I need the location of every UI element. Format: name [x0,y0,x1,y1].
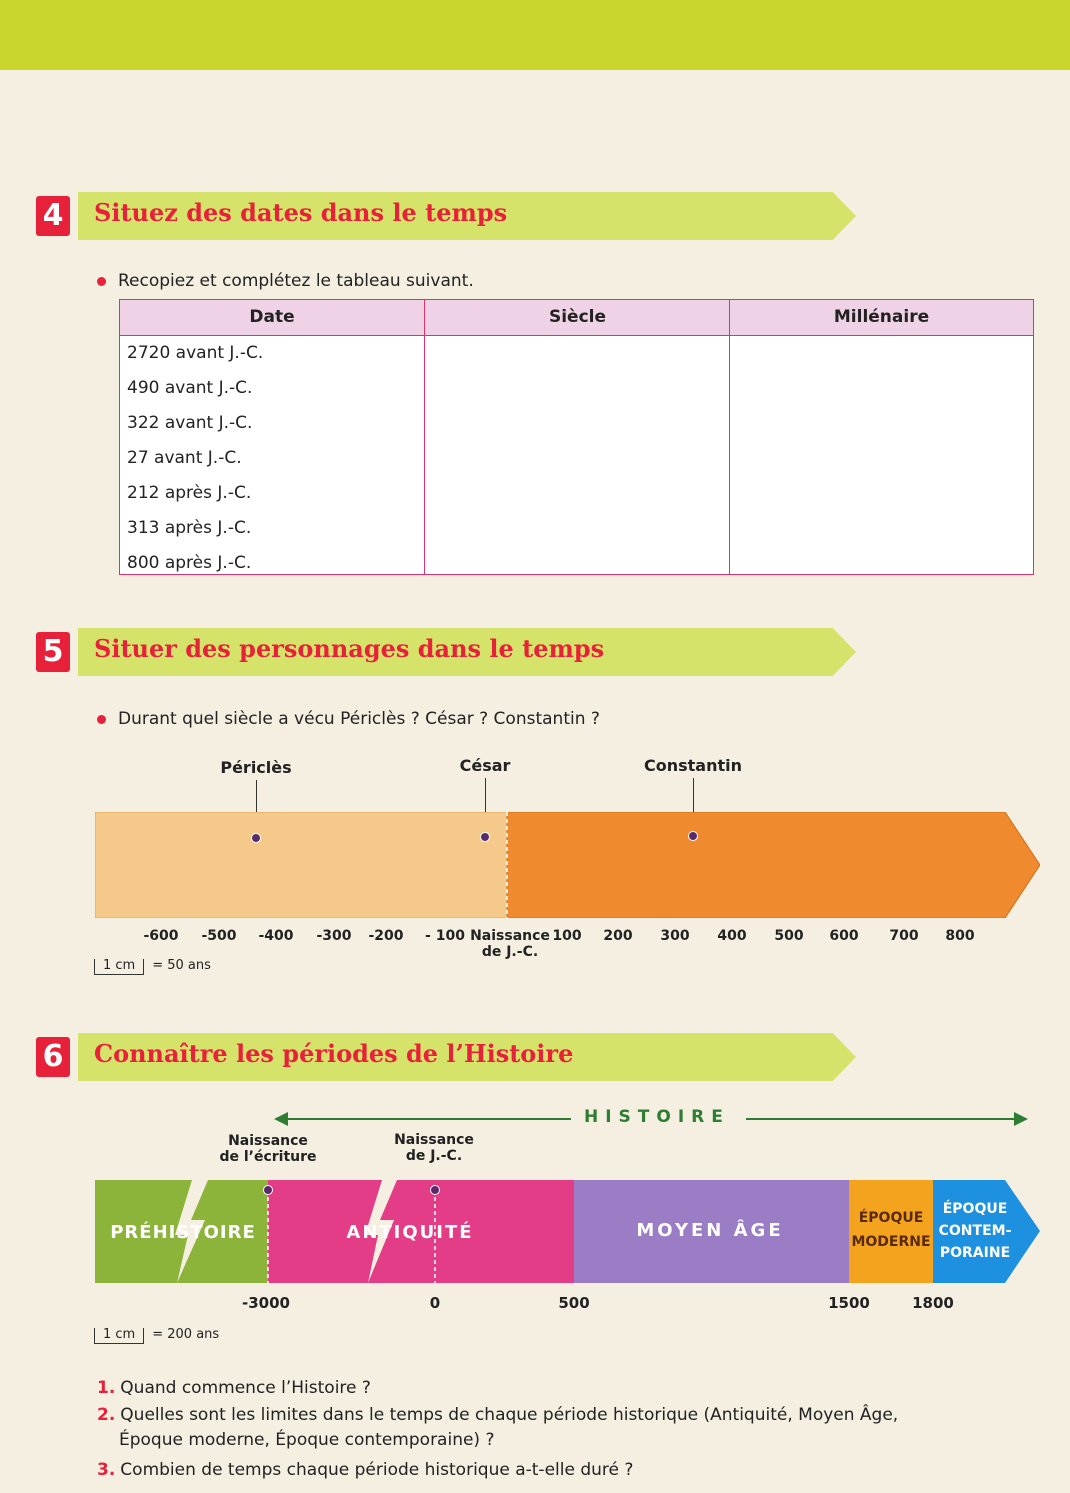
tick-label: -200 [368,928,404,944]
table-row: 313 après J.-C. [127,518,252,538]
table-row: 490 avant J.-C. [127,378,253,398]
bullet-icon [97,277,106,286]
person-label-constantin: Constantin [643,756,743,775]
scale-legend [94,958,211,975]
marker-dot [688,831,698,841]
tick-label: 200 [603,928,633,944]
marker-dot [431,1186,440,1195]
table-body [120,336,1033,574]
tick-label: 1500 [828,1294,870,1312]
question-2: 2. Quelles sont les limites dans le temps de chaque période historique (Antiquité, Moyen Âge, [97,1405,899,1425]
tick-label-birth: Naissance [470,928,550,944]
table-header [120,300,1033,336]
tick-label: -500 [201,928,237,944]
question-1: 1. Quand commence l’Histoire ? [97,1378,371,1398]
tick-label: 600 [829,928,859,944]
marker-dot [480,832,490,842]
scale-legend [94,1327,219,1344]
column-divider [424,300,425,574]
tick-label: -300 [316,928,352,944]
tick-label: 0 [429,1294,441,1312]
scale-value: = 50 ans [152,958,211,973]
top-color-bar [0,0,1070,70]
histoire-label: HISTOIRE [584,1107,730,1127]
table-row: 27 avant J.-C. [127,448,242,468]
section-title: Situez des dates dans le temps [94,198,508,227]
header-date: Date [249,307,295,327]
tick-label: -3000 [242,1294,290,1312]
scale-unit: 1 cm [94,959,144,975]
question-3: 3. Combien de temps chaque période historique a-t-elle duré ? [97,1460,634,1480]
section-number: 6 [36,1037,70,1077]
person-label-pericles: Périclès [220,758,292,777]
person-label-cesar: César [459,756,511,775]
tick-label: -600 [143,928,179,944]
marker-label-ecriture: Naissance de l’écriture [219,1133,317,1165]
tick-label: 800 [945,928,975,944]
tick-label: 400 [717,928,747,944]
marker-dot [264,1186,273,1195]
section-6-header [36,1033,861,1083]
tick-label: - 100 [425,928,465,944]
scale-value: = 200 ans [152,1327,220,1342]
label-antiquite: ANTIQUITÉ [346,1222,474,1243]
table-row: 212 après J.-C. [127,483,252,503]
section-5-header [36,628,861,678]
question-5: Durant quel siècle a vécu Périclès ? César ? Constantin ? [97,709,600,729]
label-contemporaine: ÉPOQUE CONTEM- PORAINE [938,1201,1012,1261]
tick-label: 1800 [912,1294,954,1312]
label-moderne: ÉPOQUE MODERNE [851,1210,931,1250]
table-row: 800 après J.-C. [127,553,252,573]
table-row: 2720 avant J.-C. [127,343,264,363]
section-number: 5 [36,632,70,672]
dates-table [119,299,1034,575]
scale-unit: 1 cm [94,1328,144,1344]
tick-label: 100 [552,928,582,944]
section-title: Situer des personnages dans le temps [94,634,605,663]
bce-segment [95,812,507,918]
question-2-cont: Époque moderne, Époque contemporaine) ? [119,1430,495,1450]
tick-label-birth-2: de J.-C. [481,944,539,960]
section-4-header [36,192,861,242]
label-moyen-age: MOYEN ÂGE [636,1220,784,1241]
table-row: 322 avant J.-C. [127,413,253,433]
arrow-right-icon [1014,1112,1028,1126]
marker-label-jc: Naissance de J.-C. [394,1132,474,1164]
section-title: Connaître les périodes de l’Histoire [94,1039,574,1068]
instruction-4: Recopiez et complétez le tableau suivant. [97,271,474,291]
header-siecle: Siècle [548,307,607,327]
tick-label: -400 [258,928,294,944]
histoire-line [746,1118,1016,1120]
tick-label: 700 [889,928,919,944]
column-divider [729,300,730,574]
ce-segment [507,812,1040,918]
header-millenaire: Millénaire [833,307,930,327]
tick-label: 500 [774,928,804,944]
tick-label: 300 [660,928,690,944]
label-prehistoire: PRÉHISTOIRE [110,1222,256,1243]
section-number: 4 [36,196,70,236]
histoire-line [285,1118,571,1120]
bullet-icon [97,715,106,724]
timeline-5 [95,812,1040,918]
tick-label: 500 [558,1294,590,1312]
marker-dot [251,833,261,843]
